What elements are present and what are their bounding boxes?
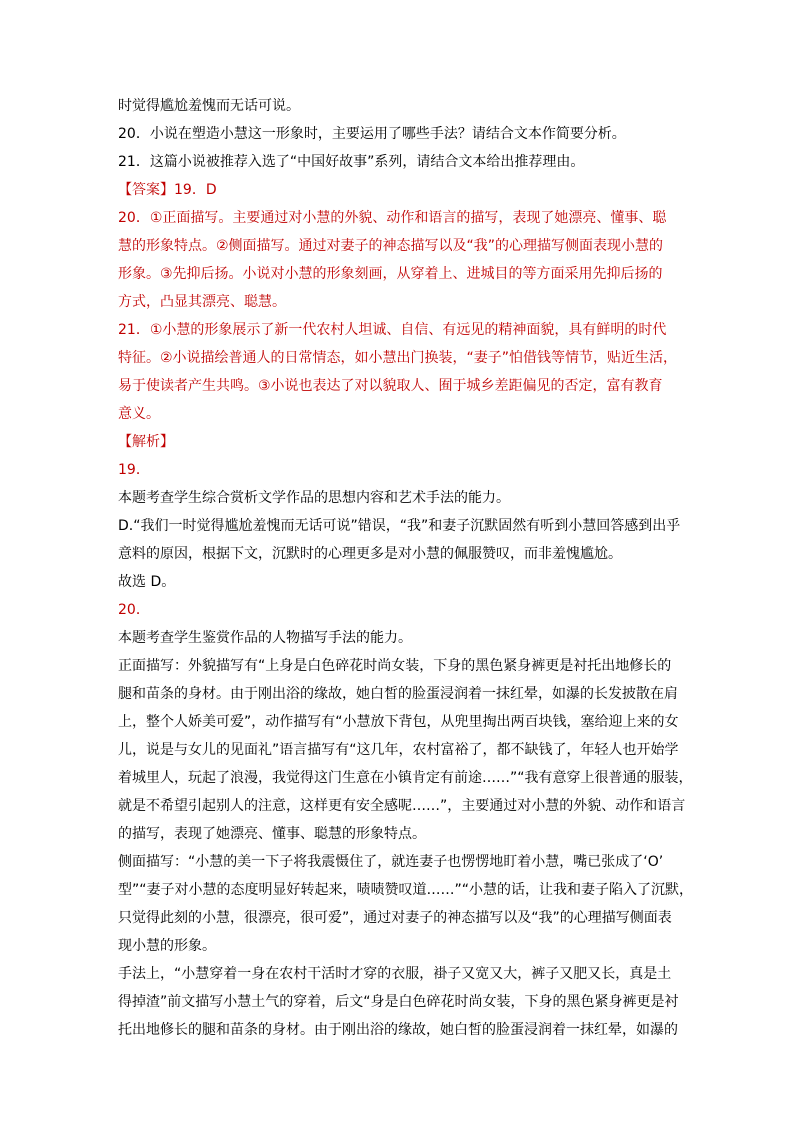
analysis-20-line: 得掉渣”前文描写小慧土气的穿着，后文“身是白色碎花时尚女装，下身的黑色紧身裤更是衬 xyxy=(118,994,679,1010)
question-text-continuation: 时觉得尴尬羞愧而无话可说。 xyxy=(118,98,300,114)
analysis-19-line: D.“我们一时觉得尴尬羞愧而无话可说”错误，“我”和妻子沉默固然有听到小慧回答感到出乎 xyxy=(118,518,681,534)
question-21: 21．这篇小说被推荐入选了“中国好故事”系列，请结合文本给出推荐理由。 xyxy=(118,154,585,170)
document-page xyxy=(118,92,694,1044)
answer-20-line: 慧的形象特点。②侧面描写。通过对妻子的神态描写以及“我”的心理描写侧面表现小慧的 xyxy=(118,238,664,254)
analysis-20-line: 现小慧的形象。 xyxy=(118,938,216,954)
answer-heading: 【答案】19．D xyxy=(118,182,217,198)
analysis-20-line: 着城里人，玩起了浪漫，我觉得这门生意在小镇肯定有前途……”“我有意穿上很普通的服装， xyxy=(118,770,693,786)
analysis-20-line: 上，整个人娇美可爱”，动作描写有“小慧放下背包，从兜里掏出两百块钱，塞给迎上来的女 xyxy=(118,714,679,730)
answer-21-line: 特征。②小说描绘普通人的日常情态，如小慧出门换装，“妻子”怕借钱等情节，贴近生活， xyxy=(118,350,678,366)
analysis-19-number: 19． xyxy=(118,462,150,478)
analysis-19-line: 意料的原因，根据下文，沉默时的心理更多是对小慧的佩服赞叹，而非羞愧尴尬。 xyxy=(118,546,622,562)
analysis-20-line: 手法上，“小慧穿着一身在农村干活时才穿的衣服，褂子又宽又大，裤子又肥又长，真是土 xyxy=(118,966,672,982)
answer-20-line: 方式，凸显其漂亮、聪慧。 xyxy=(118,294,286,310)
analysis-20-line: 只觉得此刻的小慧，很漂亮，很可爱”，通过对妻子的神态描写以及“我”的心理描写侧面表 xyxy=(118,910,672,926)
analysis-20-line: 的描写，表现了她漂亮、懂事、聪慧的形象特点。 xyxy=(118,826,426,842)
question-20: 20．小说在塑造小慧这一形象时，主要运用了哪些手法？请结合文本作简要分析。 xyxy=(118,126,626,142)
analysis-20-line: 托出地修长的腿和苗条的身材。由于刚出浴的缘故，她白皙的脸蛋浸润着一抹红晕，如瀑的 xyxy=(118,1022,678,1038)
answer-20-line: 20．①正面描写。主要通过对小慧的外貌、动作和语言的描写，表现了她漂亮、懂事、聪 xyxy=(118,210,667,226)
analysis-20-number: 20． xyxy=(118,602,150,618)
analysis-19-line: 故选 D。 xyxy=(118,574,176,590)
analysis-20-line: 型”“妻子对小慧的态度明显好转起来，啧啧赞叹道……”“小慧的话，让我和妻子陷入了沉默， xyxy=(118,882,694,898)
analysis-20-line: 本题考查学生鉴赏作品的人物描写手法的能力。 xyxy=(118,630,412,646)
analysis-20-line: 侧面描写：“小慧的美一下子将我震慑住了，就连妻子也愣愣地盯着小慧，嘴已张成了‘O’ xyxy=(118,854,664,870)
answer-20-line: 形象。③先抑后扬。小说对小慧的形象刻画，从穿着上、进城目的等方面采用先抑后扬的 xyxy=(118,266,663,282)
analysis-20-line: 正面描写：外貌描写有“上身是白色碎花时尚女装，下身的黑色紧身裤更是衬托出地修长的 xyxy=(118,658,672,674)
analysis-20-line: 儿，说是与女儿的见面礼”语言描写有“这几年，农村富裕了，都不缺钱了，年轻人也开始学 xyxy=(118,742,679,758)
analysis-heading: 【解析】 xyxy=(118,434,174,450)
answer-21-line: 21．①小慧的形象展示了新一代农村人坦诚、自信、有远见的精神面貌，具有鲜明的时代 xyxy=(118,322,667,338)
analysis-19-line: 本题考查学生综合赏析文学作品的思想内容和艺术手法的能力。 xyxy=(118,490,510,506)
analysis-20-line: 就是不希望引起别人的注意，这样更有安全感呢……”，主要通过对小慧的外貌、动作和语言 xyxy=(118,798,686,814)
answer-21-line: 意义。 xyxy=(118,406,160,422)
answer-21-line: 易于使读者产生共鸣。③小说也表达了对以貌取人、囿于城乡差距偏见的否定，富有教育 xyxy=(118,378,663,394)
analysis-20-line: 腿和苗条的身材。由于刚出浴的缘故，她白皙的脸蛋浸润着一抹红晕，如瀑的长发披散在肩 xyxy=(118,686,678,702)
